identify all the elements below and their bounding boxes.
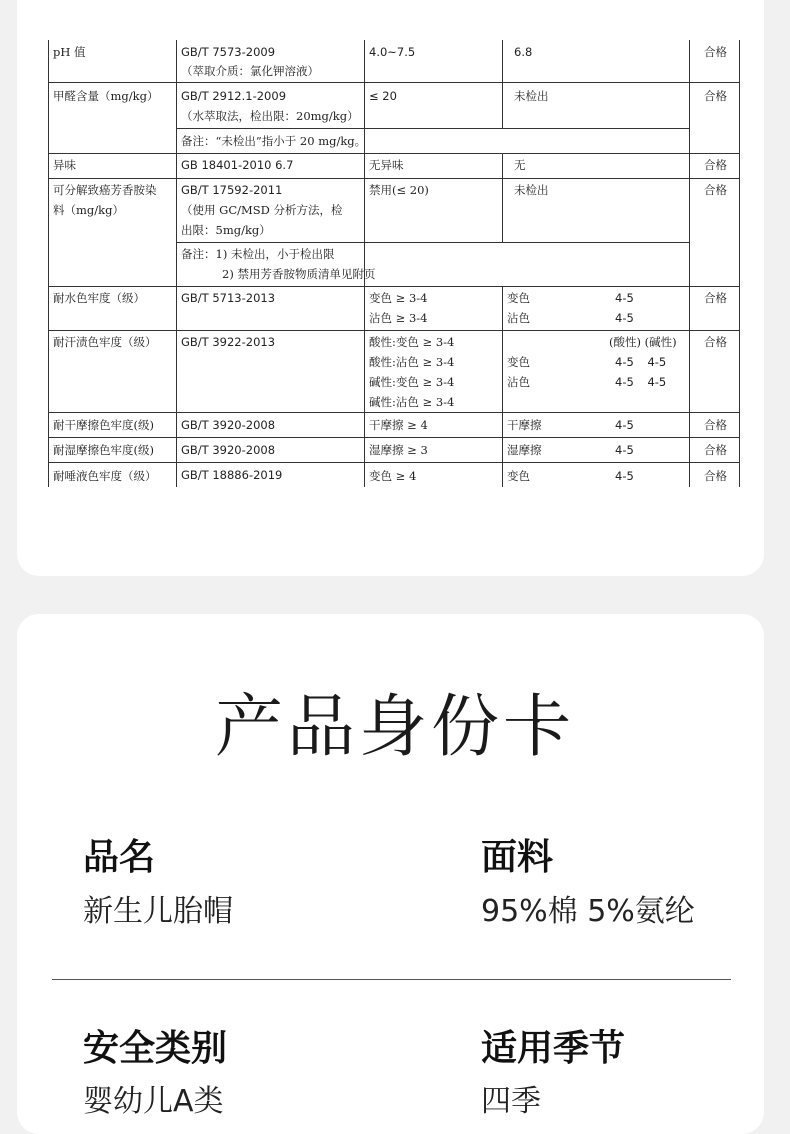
table-grid-line: [49, 412, 739, 413]
table-cell-requirement: 无异味: [369, 158, 404, 172]
table-cell-result-label: 变色: [507, 469, 530, 483]
table-grid-line: [176, 128, 689, 129]
table-cell-item: 耐汗渍色牢度（级）: [53, 335, 157, 349]
table-cell-result-value: 4-5: [615, 291, 634, 305]
table-cell-requirement: ≤ 20: [369, 89, 397, 103]
table-cell-result-value: 4-5: [615, 469, 634, 483]
table-cell-result-label: 变色: [507, 291, 530, 305]
table-cell-method: （水萃取法，检出限：20mg/kg）: [181, 109, 359, 123]
table-cell-requirement: 湿摩擦 ≥ 3: [369, 443, 428, 457]
table-cell-verdict: 合格: [704, 335, 727, 349]
table-cell-item: 耐干摩擦色牢度(级): [53, 418, 154, 432]
table-cell-note: 备注：“未检出”指小于 20 mg/kg。: [181, 134, 367, 148]
table-cell-verdict: 合格: [704, 89, 727, 103]
table-cell-verdict: 合格: [704, 418, 727, 432]
table-cell-verdict: 合格: [704, 469, 727, 483]
table-cell-method: GB/T 3920-2008: [181, 443, 276, 457]
table-cell-result-value: 4-5: [615, 418, 634, 432]
table-cell-method: GB/T 7573-2009: [181, 45, 276, 59]
table-grid-line: [49, 462, 739, 463]
field-value-product-name: 新生儿胎帽: [83, 894, 233, 929]
field-value-fabric: 95%棉 5%氨纶: [481, 894, 695, 929]
table-cell-method: （使用 GC/MSD 分析方法，检: [181, 203, 343, 217]
field-value-season: 四季: [481, 1084, 541, 1119]
table-cell-note: 备注：1) 未检出，小于检出限: [181, 247, 335, 261]
field-label-fabric: 面料: [481, 837, 554, 878]
field-label-season: 适用季节: [481, 1028, 626, 1069]
table-cell-result: 未检出: [514, 183, 549, 197]
test-report-table: [48, 40, 740, 487]
table-cell-result-label: 沾色: [507, 311, 530, 325]
table-cell-method: GB/T 3920-2008: [181, 418, 276, 432]
table-cell-result-label: 湿摩擦: [507, 443, 542, 457]
table-grid-line: [49, 178, 739, 179]
table-cell-method: （萃取介质：氯化钾溶液）: [181, 64, 319, 78]
product-id-title: 产品身份卡: [214, 688, 575, 767]
table-cell-result-label: 干摩擦: [507, 418, 542, 432]
table-cell-item: pH 值: [53, 45, 86, 59]
table-cell-result-label: 沾色: [507, 375, 530, 389]
table-cell-requirement: 干摩擦 ≥ 4: [369, 418, 428, 432]
table-cell-item: 甲醛含量（mg/kg）: [53, 89, 159, 103]
table-cell-verdict: 合格: [704, 45, 727, 59]
table-grid-line: [502, 153, 503, 242]
table-cell-requirement: 禁用(≤ 20): [369, 183, 429, 197]
table-cell-method: GB 18401-2010 6.7: [181, 158, 294, 172]
table-grid-line: [49, 437, 739, 438]
table-cell-item: 耐水色牢度（级）: [53, 291, 145, 305]
table-cell-requirement: 酸性:变色 ≥ 3-4: [369, 335, 455, 349]
table-grid-line: [176, 40, 177, 487]
table-cell-item: 耐唾液色牢度（级）: [53, 469, 157, 483]
table-cell-result: 6.8: [514, 45, 533, 59]
table-cell-requirement: 碱性:变色 ≥ 3-4: [369, 375, 455, 389]
table-cell-result-value: 4-5: [615, 311, 634, 325]
table-grid-line: [502, 286, 503, 487]
table-cell-method: GB/T 2912.1-2009: [181, 89, 287, 103]
field-label-product-name: 品名: [83, 837, 156, 878]
table-grid-line: [49, 82, 739, 83]
table-cell-result: 未检出: [514, 89, 549, 103]
section-divider: [52, 979, 731, 980]
table-cell-result-header: (酸性) (碱性): [609, 335, 677, 349]
table-cell-result-value: 4-5 4-5: [615, 355, 667, 369]
table-grid-line: [49, 330, 739, 331]
table-cell-requirement: 碱性:沾色 ≥ 3-4: [369, 395, 455, 409]
table-cell-method: GB/T 17592-2011: [181, 183, 283, 197]
table-cell-verdict: 合格: [704, 443, 727, 457]
table-grid-line: [176, 242, 689, 243]
table-cell-result-value: 4-5 4-5: [615, 375, 667, 389]
field-label-safety-category: 安全类别: [83, 1028, 228, 1069]
table-cell-method: GB/T 18886-2019: [181, 468, 283, 482]
table-cell-requirement: 变色 ≥ 4: [369, 469, 417, 483]
table-cell-verdict: 合格: [704, 291, 727, 305]
table-cell-item: 料（mg/kg）: [53, 203, 124, 217]
table-cell-result: 无: [514, 158, 526, 172]
table-cell-item: 异味: [53, 158, 76, 172]
table-grid-line: [49, 286, 739, 287]
table-grid-line: [689, 40, 690, 487]
table-cell-method: 出限：5mg/kg）: [181, 223, 271, 237]
table-cell-requirement: 酸性:沾色 ≥ 3-4: [369, 355, 455, 369]
table-cell-requirement: 4.0~7.5: [369, 45, 416, 59]
table-cell-note: 2) 禁用芳香胺物质清单见附页: [222, 267, 376, 281]
table-cell-item: 耐湿摩擦色牢度(级): [53, 443, 154, 457]
table-cell-result-value: 4-5: [615, 443, 634, 457]
table-cell-result-label: 变色: [507, 355, 530, 369]
table-cell-verdict: 合格: [704, 158, 727, 172]
table-cell-method: GB/T 3922-2013: [181, 335, 276, 349]
table-cell-verdict: 合格: [704, 183, 727, 197]
table-cell-item: 可分解致癌芳香胺染: [53, 183, 157, 197]
table-grid-line: [49, 153, 739, 154]
table-grid-line: [502, 40, 503, 128]
field-value-safety-category: 婴幼儿A类: [83, 1084, 224, 1119]
table-cell-requirement: 沾色 ≥ 3-4: [369, 311, 428, 325]
table-cell-requirement: 变色 ≥ 3-4: [369, 291, 428, 305]
table-cell-method: GB/T 5713-2013: [181, 291, 276, 305]
